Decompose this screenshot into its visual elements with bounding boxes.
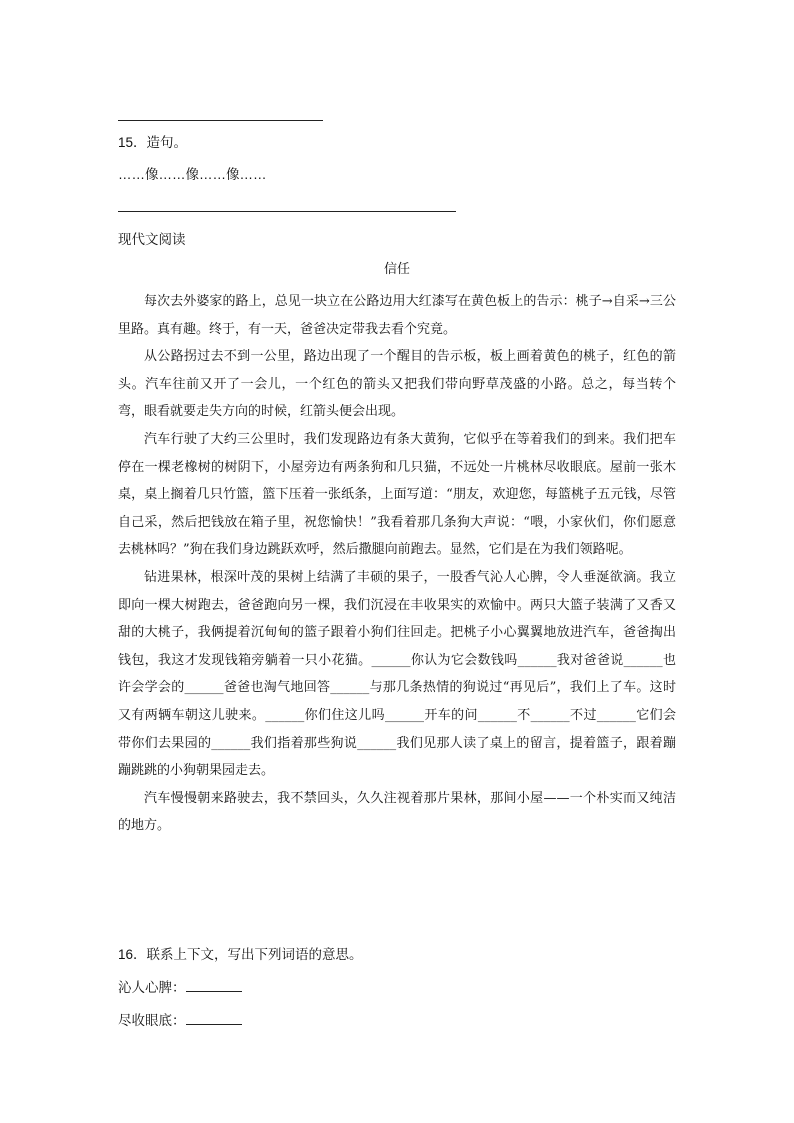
passage-title: 信任 — [383, 262, 410, 277]
passage-paragraph: 每次去外婆家的路上，总见一块立在公路边用大红漆写在黄色板上的告示：桃子→自采→三公里路。真有趣。终于，有一天，爸爸决定带我去看个究竟。 — [118, 294, 676, 337]
passage-body — [118, 288, 676, 840]
vocab-term: 沁人心脾： — [118, 980, 186, 995]
vocab-item — [118, 977, 242, 998]
answer-line-top — [118, 120, 323, 121]
answer-line-15[interactable] — [118, 211, 456, 212]
passage-paragraph: 钻进果林，根深叶茂的果树上结满了丰硕的果子，一股香气沁人心脾，令人垂涎欲滴。我立即向一棵大树跑去，爸爸跑向另一棵，我们沉浸在丰收果实的欢愉中。两只大篮子装满了又香又甜的大桃子，我俩提着沉甸甸的篮子跟着小狗们往回走。把桃子小心翼翼地放进汽车，爸爸掏出钱包，我这才发现钱箱旁躺着一只小花猫。______你认为它会数钱吗______我对爸爸说______也许会学会的______爸爸也淘气地回答______与那几条热情的狗说过“再见后”，我们上了车。这时又有两辆车朝这儿驶来。______你们住这儿吗______开车的问______不______不过______它们会带你们去果园的______我们指着那些狗说______我们见那人读了桌上的留言，提着篮子，跟着蹦蹦跳跳的小狗朝果园走去。 — [118, 569, 676, 779]
passage-paragraph: 从公路拐过去不到一公里，路边出现了一个醒目的告示板，板上画着黄色的桃子，红色的箭头。汽车往前又开了一会儿，一个红色的箭头又把我们带向野草茂盛的小路。总之，每当转个弯，眼看就要走失方向的时候，红箭头便会出现。 — [118, 349, 676, 420]
question-15-label: 15．造句。 — [118, 135, 188, 150]
question-15-pattern: ……像……像……像…… — [118, 167, 267, 182]
vocab-item — [118, 1010, 242, 1031]
question-16-label: 16．联系上下文，写出下列词语的意思。 — [118, 947, 363, 962]
passage-paragraph: 汽车慢慢朝来路驶去，我不禁回头，久久注视着那片果林，那间小屋——一个朴实而又纯洁的地方。 — [118, 790, 676, 834]
vocab-answer-blank[interactable] — [186, 1010, 242, 1025]
vocab-answer-blank[interactable] — [186, 977, 242, 992]
passage-paragraph: 汽车行驶了大约三公里时，我们发现路边有条大黄狗，它似乎在等着我们的到来。我们把车停在一棵老橡树的树阴下，小屋旁边有两条狗和几只猫，不远处一片桃林尽收眼底。屋前一张木桌，桌上搁着几只竹篮，篮下压着一张纸条，上面写道：“朋友，欢迎您，每篮桃子五元钱，尽管自己采，然后把钱放在箱子里，祝您愉快！”我看着那几条狗大声说：“喂，小家伙们，你们愿意去桃林吗？”狗在我们身边跳跃欢呼，然后撒腿向前跑去。显然，它们是在为我们领路呢。 — [118, 431, 676, 558]
vocab-term: 尽收眼底： — [118, 1013, 186, 1028]
section-heading: 现代文阅读 — [118, 232, 186, 247]
